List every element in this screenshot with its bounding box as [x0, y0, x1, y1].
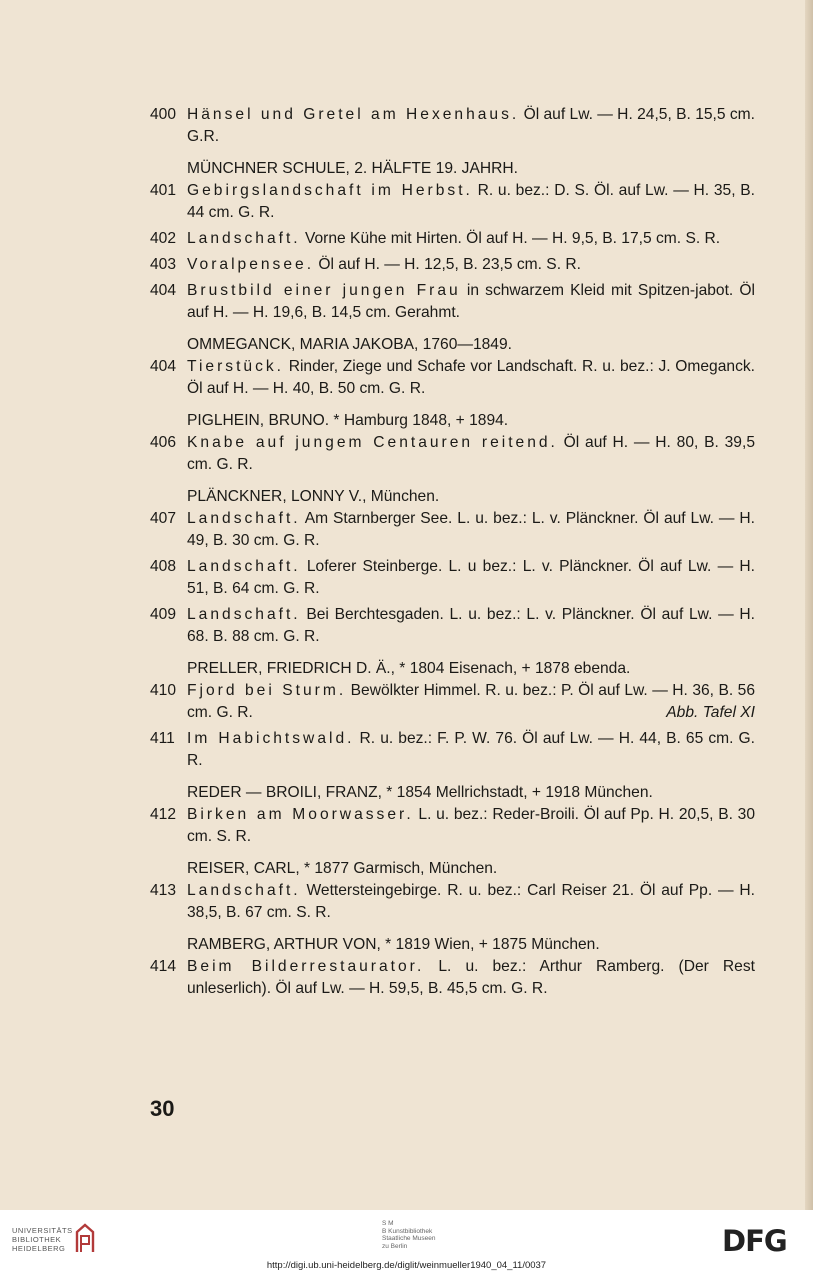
- artwork-details: Loferer Steinberge. L. u bez.: L. v. Plänckner. Öl auf Lw. — H. 51, B. 64 cm. G. R.: [187, 558, 755, 597]
- artist-heading: PIGLHEIN, BRUNO. * Hamburg 1848, + 1894.: [187, 412, 509, 429]
- artwork-details: Öl auf Lw. — H. 24,5, B. 15,5 cm. G.R.: [187, 106, 755, 145]
- artwork-details: Vorne Kühe mit Hirten. Öl auf H. — H. 9,5, B. 17,5 cm. S. R.: [300, 230, 721, 247]
- university-line: BIBLIOTHEK: [12, 1235, 62, 1244]
- lot-number: 407: [150, 510, 177, 527]
- dfg-logo: DFG: [722, 1224, 787, 1258]
- catalog-entry: [150, 680, 755, 724]
- catalog-entry: [150, 728, 755, 772]
- artist-heading: RAMBERG, ARTHUR VON, * 1819 Wien, + 1875 München.: [187, 936, 600, 953]
- catalog-entry: [150, 104, 755, 148]
- artist-heading: REISER, CARL, * 1877 Garmisch, München.: [187, 860, 498, 877]
- entry-description: [187, 508, 755, 552]
- artwork-details: in schwarzem Kleid mit Spitzen-jabot. Öl auf H. — H. 19,6, B. 14,5 cm. Gerahmt.: [187, 282, 756, 321]
- entry-description: [187, 728, 755, 772]
- artwork-title: Birken am Moorwasser.: [187, 806, 414, 823]
- catalog-entry: [150, 804, 755, 848]
- artwork-title: Im Habichtswald.: [187, 730, 355, 747]
- artwork-details: Bewölkter Himmel. R. u. bez.: P. Öl auf Lw. — H. 36, B. 56 cm. G. R.: [187, 682, 755, 721]
- plate-reference: Abb. Tafel XI: [666, 704, 755, 721]
- catalog-entry: [150, 604, 755, 648]
- artwork-title: Landschaft.: [187, 230, 301, 247]
- lot-number: 408: [150, 558, 177, 575]
- entry-description: [187, 804, 755, 848]
- entry-description: [187, 556, 755, 600]
- entry-description: [187, 104, 755, 148]
- artist-heading: PRELLER, FRIEDRICH D. Ä., * 1804 Eisenach, + 1878 ebenda.: [187, 660, 631, 677]
- lot-number: 402: [150, 230, 177, 247]
- entry-description: [187, 604, 755, 648]
- entry-description: [187, 680, 755, 724]
- artwork-title: Tierstück.: [187, 358, 285, 375]
- artwork-details: Öl auf H. — H. 12,5, B. 23,5 cm. S. R.: [314, 256, 581, 273]
- lot-number: 411: [150, 730, 175, 747]
- artwork-title: Fjord bei Sturm.: [187, 682, 347, 699]
- artwork-details: R. u. bez.: D. S. Öl. auf Lw. — H. 35, B. 44 cm. G. R.: [187, 182, 755, 221]
- page-url-link[interactable]: http://digi.ub.uni-heidelberg.de/diglit/weinmueller1940_04_11/0037: [266, 1260, 547, 1271]
- stamp-line: Staatliche Museen: [382, 1235, 436, 1242]
- entry-description: [187, 356, 755, 400]
- entry-description: [187, 254, 755, 276]
- lot-number: 409: [150, 606, 177, 623]
- lot-number: 400: [150, 106, 177, 123]
- artwork-title: Voralpensee.: [187, 256, 315, 273]
- artwork-details: Rinder, Ziege und Schafe vor Landschaft. R. u. bez.: J. Omeganck. Öl auf H. — H. 40, B. 50 cm. G. R.: [187, 358, 755, 397]
- entry-description: [187, 432, 755, 476]
- artist-heading: REDER — BROILI, FRANZ, * 1854 Mellrichstadt, + 1918 München.: [187, 784, 653, 801]
- museum-stamp: [382, 1220, 435, 1250]
- lot-number: 412: [150, 806, 177, 823]
- artwork-details: Bei Berchtesgaden. L. u. bez.: L. v. Plänckner. Öl auf Lw. — H. 68. B. 88 cm. G. R.: [187, 606, 755, 645]
- artwork-details: Am Starnberger See. L. u. bez.: L. v. Plänckner. Öl auf Lw. — H. 49, B. 30 cm. G. R.: [187, 510, 755, 549]
- artwork-details: R. u. bez.: F. P. W. 76. Öl auf Lw. — H. 44, B. 65 cm. G. R.: [187, 730, 755, 769]
- catalog-entry: [150, 556, 755, 600]
- viewer-footer: [0, 1210, 813, 1273]
- entry-description: [187, 180, 755, 224]
- lot-number: 404: [150, 282, 177, 299]
- entry-description: [187, 228, 755, 250]
- university-logo-icon: [74, 1222, 96, 1254]
- artwork-title: Landschaft.: [187, 510, 301, 527]
- catalog-entry: [150, 254, 755, 276]
- artwork-title: Hänsel und Gretel am Hexenhaus.: [187, 106, 520, 123]
- artwork-details: Wettersteingebirge. R. u. bez.: Carl Reiser 21. Öl auf Pp. — H. 38,5, B. 67 cm. S. R.: [187, 882, 755, 921]
- stamp-line: B Kunstbibliothek: [382, 1227, 433, 1235]
- lot-number: 414: [150, 958, 177, 975]
- page-number: 30: [150, 1096, 175, 1121]
- catalog-entry: [150, 356, 755, 400]
- artwork-title: Landschaft.: [187, 606, 301, 623]
- entry-description: [187, 280, 755, 324]
- catalog-entry: [150, 880, 755, 924]
- catalog-entry: [150, 432, 755, 476]
- catalog-content: [150, 100, 755, 1000]
- artwork-details: Öl auf H. — H. 80, B. 39,5 cm. G. R.: [187, 434, 755, 473]
- lot-number: 406: [150, 434, 177, 451]
- catalog-entry: [150, 280, 755, 324]
- artwork-details: L. u. bez.: Arthur Ramberg. (Der Rest unleserlich). Öl auf Lw. — H. 59,5, B. 45,5 cm. G. R.: [187, 958, 755, 997]
- catalog-entry: [150, 508, 755, 552]
- artwork-title: Gebirgslandschaft im Herbst.: [187, 182, 473, 199]
- artwork-title: Knabe auf jungem Centauren reitend.: [187, 434, 558, 451]
- university-library-label: [12, 1226, 73, 1253]
- university-line: UNIVERSITÄTS: [12, 1226, 73, 1235]
- lot-number: 401: [150, 182, 177, 199]
- entry-description: [187, 880, 755, 924]
- lot-number: 403: [150, 256, 177, 273]
- lot-number: 413: [150, 882, 177, 899]
- lot-number: 404: [150, 358, 177, 375]
- artist-heading: MÜNCHNER SCHULE, 2. HÄLFTE 19. JAHRH.: [187, 160, 518, 177]
- artist-heading: OMMEGANCK, MARIA JAKOBA, 1760—1849.: [187, 336, 512, 353]
- artwork-details: L. u. bez.: Reder-Broili. Öl auf Pp. H. 20,5, B. 30 cm. S. R.: [187, 806, 756, 845]
- artwork-title: Brustbild einer jungen Frau: [187, 282, 461, 299]
- entry-description: [187, 956, 755, 1000]
- university-line: HEIDELBERG: [12, 1244, 66, 1253]
- stamp-line: zu Berlin: [382, 1242, 408, 1250]
- catalog-entry: [150, 228, 755, 250]
- artwork-title: Landschaft.: [187, 882, 301, 899]
- stamp-line: S M: [382, 1220, 394, 1227]
- artwork-title: Beim Bilderrestaurator.: [187, 958, 425, 975]
- lot-number: 410: [150, 682, 177, 699]
- artist-heading: PLÄNCKNER, LONNY V., München.: [187, 488, 440, 505]
- catalog-entry: [150, 956, 755, 1000]
- artwork-title: Landschaft.: [187, 558, 301, 575]
- catalog-entry: [150, 180, 755, 224]
